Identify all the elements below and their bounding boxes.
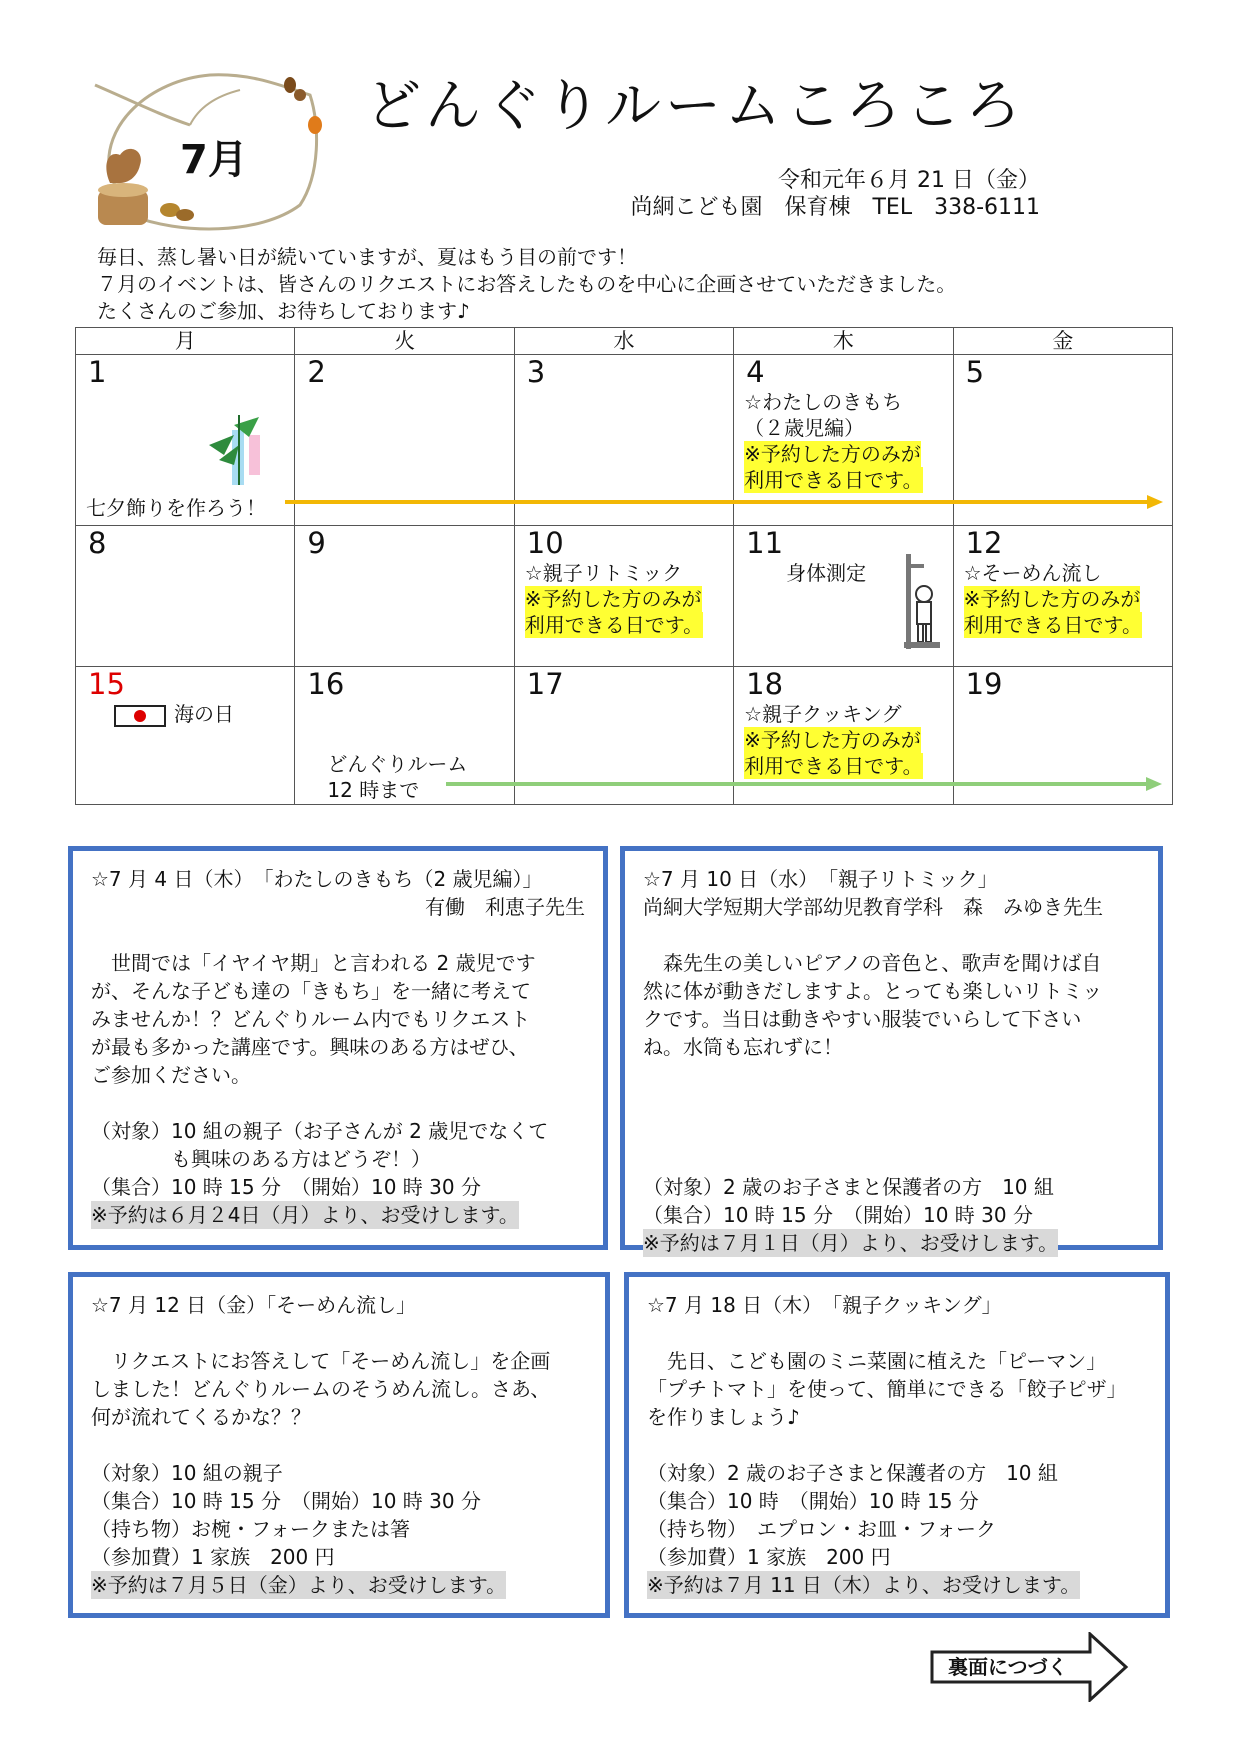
- weekday-wed: 水: [514, 328, 733, 355]
- reservation-note: 利用できる日です。: [744, 754, 923, 778]
- event-box-info: も興味のある方はどうぞ！）: [91, 1147, 431, 1171]
- intro-line: 毎日、蒸し暑い日が続いていますが、夏はもう目の前です！: [97, 245, 637, 269]
- event-box-info: （集合）10 時 15 分 （開始）10 時 30 分: [91, 1489, 481, 1513]
- continue-on-back-arrow: [930, 1632, 1130, 1702]
- room-hours-arrow: [446, 774, 1166, 794]
- day-cell: [76, 526, 295, 667]
- day-number: 4: [746, 355, 765, 389]
- day-number: 1: [88, 355, 107, 389]
- event-box-body: 何が流れてくるかな？？: [91, 1405, 311, 1429]
- event-box-info: （対象）2 歳のお子さまと保護者の方 10 組: [647, 1461, 1058, 1485]
- day-number: 9: [307, 526, 326, 560]
- event-box-body: が、そんな子ども達の「きもち」を一緒に考えて: [91, 979, 531, 1003]
- event-note: 12 時まで: [327, 778, 420, 802]
- intro-text: [97, 244, 956, 325]
- intro-line: たくさんのご参加、お待ちしております♪: [97, 299, 470, 323]
- day-number: 16: [307, 667, 345, 701]
- event-box-info: （持ち物） エプロン・お皿・フォーク: [647, 1517, 996, 1541]
- weekday-header: [76, 328, 1173, 355]
- day-cell: [76, 667, 295, 805]
- event-box-body: 森先生の美しいピアノの音色と、歌声を聞けば自: [643, 951, 1102, 975]
- event-box-title: ☆7 月 4 日（木） 「わたしのきもち（2 歳児編）」: [91, 867, 543, 891]
- reservation-start: ※予約は７月 11 日（木）より、お受けします。: [647, 1573, 1081, 1597]
- day-number: 8: [88, 526, 107, 560]
- event-box-info: （集合）10 時 （開始）10 時 15 分: [647, 1489, 979, 1513]
- event-box-body: リクエストにお答えして「そーめん流し」を企画: [91, 1349, 551, 1373]
- event-tanabata: 七夕飾りを作ろう！: [86, 496, 266, 520]
- day-number: 17: [526, 667, 564, 701]
- reservation-note: 利用できる日です。: [744, 468, 923, 492]
- event-box-body: 先日、こども園のミニ菜園に植えた「ピーマン」: [647, 1349, 1107, 1373]
- event-note: どんぐりルーム: [327, 752, 468, 776]
- event-box-info: （対象）2 歳のお子さまと保護者の方 10 組: [643, 1175, 1054, 1199]
- event-title: ☆わたしのきもち: [744, 390, 903, 414]
- continue-label: 裏面につづく: [948, 1655, 1068, 1679]
- event-box-title: ☆7 月 10 日（水） 「親子リトミック」: [643, 867, 998, 891]
- reservation-note: ※予約した方のみが: [744, 442, 921, 466]
- weekday-tue: 火: [295, 328, 514, 355]
- weekday-mon: 月: [76, 328, 295, 355]
- day-cell: [76, 355, 295, 526]
- event-box-teacher: 尚絅大学短期大学部幼児教育学科 森 みゆき先生: [643, 895, 1103, 919]
- day-number: 19: [965, 667, 1003, 701]
- event-box-body: が最も多かった講座です。興味のある方はぜひ、: [91, 1035, 529, 1059]
- event-box-info: （集合）10 時 15 分 （開始）10 時 30 分: [91, 1175, 481, 1199]
- reservation-note: ※予約した方のみが: [524, 587, 702, 611]
- event-subtitle: （２歳児編）: [744, 416, 865, 440]
- organization-info: 尚絅こども園 保育棟 TEL 338-6111: [630, 195, 1040, 220]
- page-title: どんぐりルームころころ: [365, 74, 1025, 139]
- event-box-title: ☆7 月 18 日（木） 「親子クッキング」: [647, 1293, 1002, 1317]
- event-box-info: （対象）10 組の親子: [91, 1461, 283, 1485]
- event-box-title: ☆7 月 12 日（金）「そーめん流し」: [91, 1293, 417, 1317]
- day-number: 3: [526, 355, 546, 389]
- day-number: 12: [965, 526, 1003, 560]
- month-label: 7月: [180, 137, 248, 183]
- day-number: 5: [965, 355, 985, 389]
- issue-date: 令和元年６月 21 日（金）: [778, 168, 1040, 193]
- event-box-body: しました！どんぐりルームのそうめん流し。さあ、: [91, 1377, 551, 1401]
- day-number: 18: [746, 667, 784, 701]
- event-box-info: （対象）10 組の親子（お子さんが 2 歳児でなくて: [91, 1119, 549, 1143]
- reservation-start: ※予約は７月５日（金）より、お受けします。: [91, 1573, 507, 1597]
- tanabata-period-arrow: [285, 492, 1165, 512]
- event-title: ☆親子リトミック: [524, 561, 683, 585]
- event-box-body: 世間では「イヤイヤ期」と言われる 2 歳児です: [91, 951, 536, 975]
- reservation-note: ※予約した方のみが: [963, 587, 1141, 611]
- reservation-start: ※予約は６月２4日（月）より、お受けします。: [91, 1203, 519, 1227]
- event-box-body: 「プチトマト」を使って、簡単にできる「餃子ピザ」: [647, 1377, 1127, 1401]
- event-title: 身体測定: [786, 561, 867, 585]
- event-box-info: （集合）10 時 15 分 （開始）10 時 30 分: [643, 1203, 1033, 1227]
- event-box-body: みませんか！？どんぐりルーム内でもリクエスト: [91, 1007, 531, 1031]
- event-box-info: （参加費）1 家族 200 円: [91, 1545, 335, 1569]
- day-cell: [953, 526, 1172, 667]
- event-box-body: クです。当日は動きやすい服装でいらして下さい: [643, 1007, 1082, 1031]
- weekday-thu: 木: [734, 328, 953, 355]
- reservation-start: ※予約は７月１日（月）より、お受けします。: [643, 1231, 1059, 1255]
- reservation-note: ※予約した方のみが: [744, 728, 921, 752]
- event-box-body: を作りましょう♪: [647, 1405, 800, 1429]
- event-title: ☆そーめん流し: [963, 561, 1102, 585]
- reservation-note: 利用できる日です。: [963, 613, 1142, 637]
- event-box-teacher: 有働 利恵子先生: [425, 895, 585, 919]
- reservation-note: 利用できる日です。: [524, 613, 704, 637]
- event-box-watashi-no-kimochi: [68, 846, 608, 1250]
- day-cell: [734, 526, 953, 667]
- tanabata-bamboo-icon: [204, 415, 274, 490]
- event-box-info: （参加費）1 家族 200 円: [647, 1545, 891, 1569]
- day-number: 10: [526, 526, 564, 560]
- japan-flag-icon: [114, 705, 166, 727]
- event-box-body: ね。水筒も忘れずに！: [643, 1035, 843, 1059]
- event-box-body: ご参加ください。: [91, 1063, 251, 1087]
- event-calendar: [75, 327, 1173, 805]
- event-box-somen-nagashi: [68, 1272, 610, 1618]
- weekday-fri: 金: [953, 328, 1172, 355]
- event-box-oyako-cooking: [624, 1272, 1170, 1618]
- height-measure-icon: [902, 554, 942, 649]
- event-title: ☆親子クッキング: [744, 702, 902, 726]
- day-number: 2: [307, 355, 326, 389]
- intro-line: ７月のイベントは、皆さんのリクエストにお答えしたものを中心に企画させていただきました。: [97, 272, 957, 296]
- day-number: 11: [746, 526, 784, 560]
- event-box-oyako-rhythmic: [620, 846, 1163, 1255]
- event-box-info: （持ち物）お椀・フォークまたは箸: [91, 1517, 410, 1541]
- day-number-holiday: 15: [88, 667, 125, 701]
- day-cell: [514, 526, 733, 667]
- event-holiday: 海の日: [174, 702, 234, 726]
- event-box-body: 然に体が動きだしますよ。とっても楽しいリトミッ: [643, 979, 1103, 1003]
- day-cell: [295, 526, 514, 667]
- week-row: [76, 526, 1173, 667]
